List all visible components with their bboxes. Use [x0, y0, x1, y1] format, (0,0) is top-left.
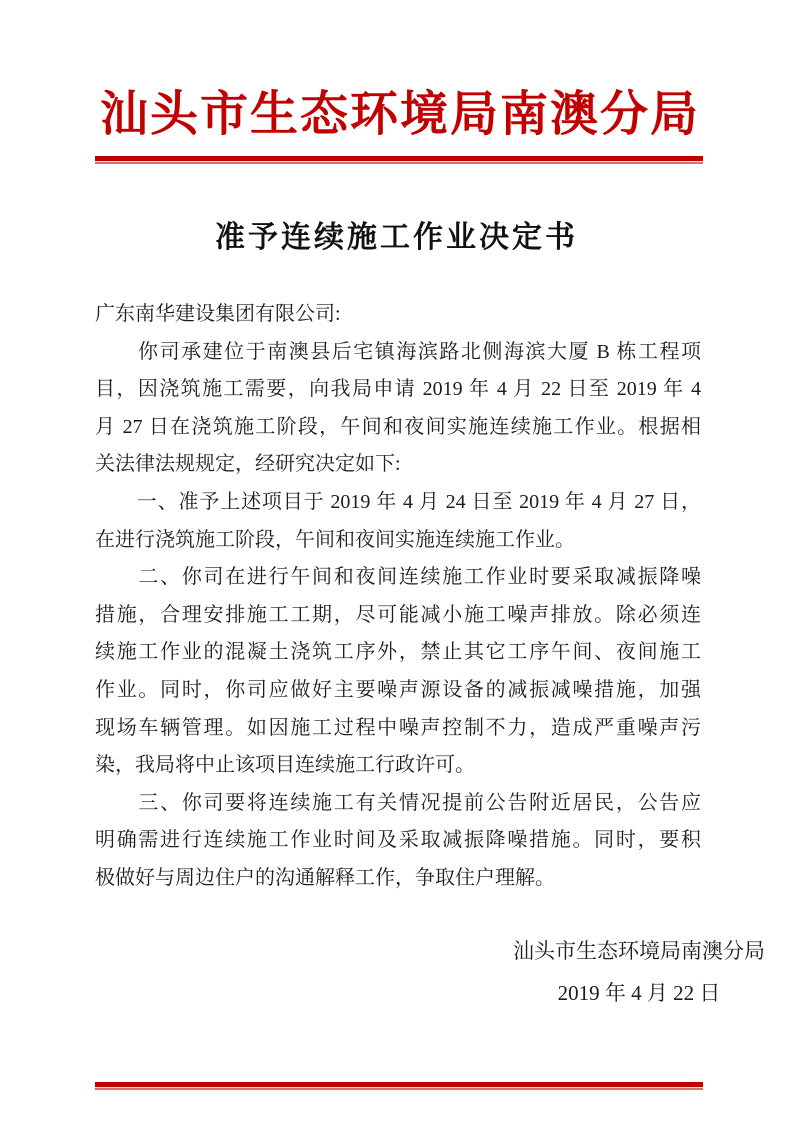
body-line: 现场车辆管理。如因施工过程中噪声控制不力，造成严重噪声污 [95, 716, 701, 739]
document-body [95, 296, 701, 898]
body-line: 月 27 日在浇筑施工阶段，午间和夜间实施连续施工作业。根据相 [95, 415, 701, 438]
body-line: 关法律法规规定，经研究决定如下: [95, 453, 401, 476]
letterhead-issuer-title: 汕头市生态环境局南澳分局 [99, 88, 700, 141]
signature-date: 2019 年 4 月 22 日 [557, 980, 721, 1005]
body-line: 极做好与周边住户的沟通解释工作，争取住户理解。 [95, 866, 555, 889]
letterhead-rule [95, 156, 703, 164]
body-line: 措施，合理安排施工工期，尽可能减小施工噪声排放。除必须连 [95, 603, 701, 626]
body-line: 明确需进行连续施工作业时间及采取减振降噪措施。同时，要积 [95, 829, 701, 852]
signature-org: 汕头市生态环境局南澳分局 [513, 938, 765, 963]
body-line: 在进行浇筑施工阶段，午间和夜间实施连续施工作业。 [95, 528, 575, 551]
body-line: 二、你司在进行午间和夜间连续施工作业时要采取减振降噪 [95, 566, 701, 589]
document-title: 准予连续施工作业决定书 [215, 221, 578, 254]
body-line: 一、准予上述项目于 2019 年 4 月 24 日至 2019 年 4 月 27 日， [95, 490, 701, 513]
body-line: 三、你司要将连续施工有关情况提前公告附近居民，公告应 [95, 791, 701, 814]
signature-block [513, 930, 765, 1014]
body-line: 染，我局将中止该项目连续施工行政许可。 [95, 754, 475, 777]
body-line: 目，因浇筑施工需要，向我局申请 2019 年 4 月 22 日至 2019 年 4 [95, 378, 701, 401]
body-line: 续施工作业的混凝土浇筑工序外，禁止其它工序午间、夜间施工 [95, 641, 701, 664]
body-line: 你司承建位于南澳县后宅镇海滨路北侧海滨大厦 B 栋工程项 [95, 340, 701, 363]
body-line: 作业。同时，你司应做好主要噪声源设备的减振减噪措施，加强 [95, 678, 701, 701]
footer-rule [95, 1082, 703, 1090]
body-line-salutation: 广东南华建设集团有限公司: [95, 303, 341, 325]
